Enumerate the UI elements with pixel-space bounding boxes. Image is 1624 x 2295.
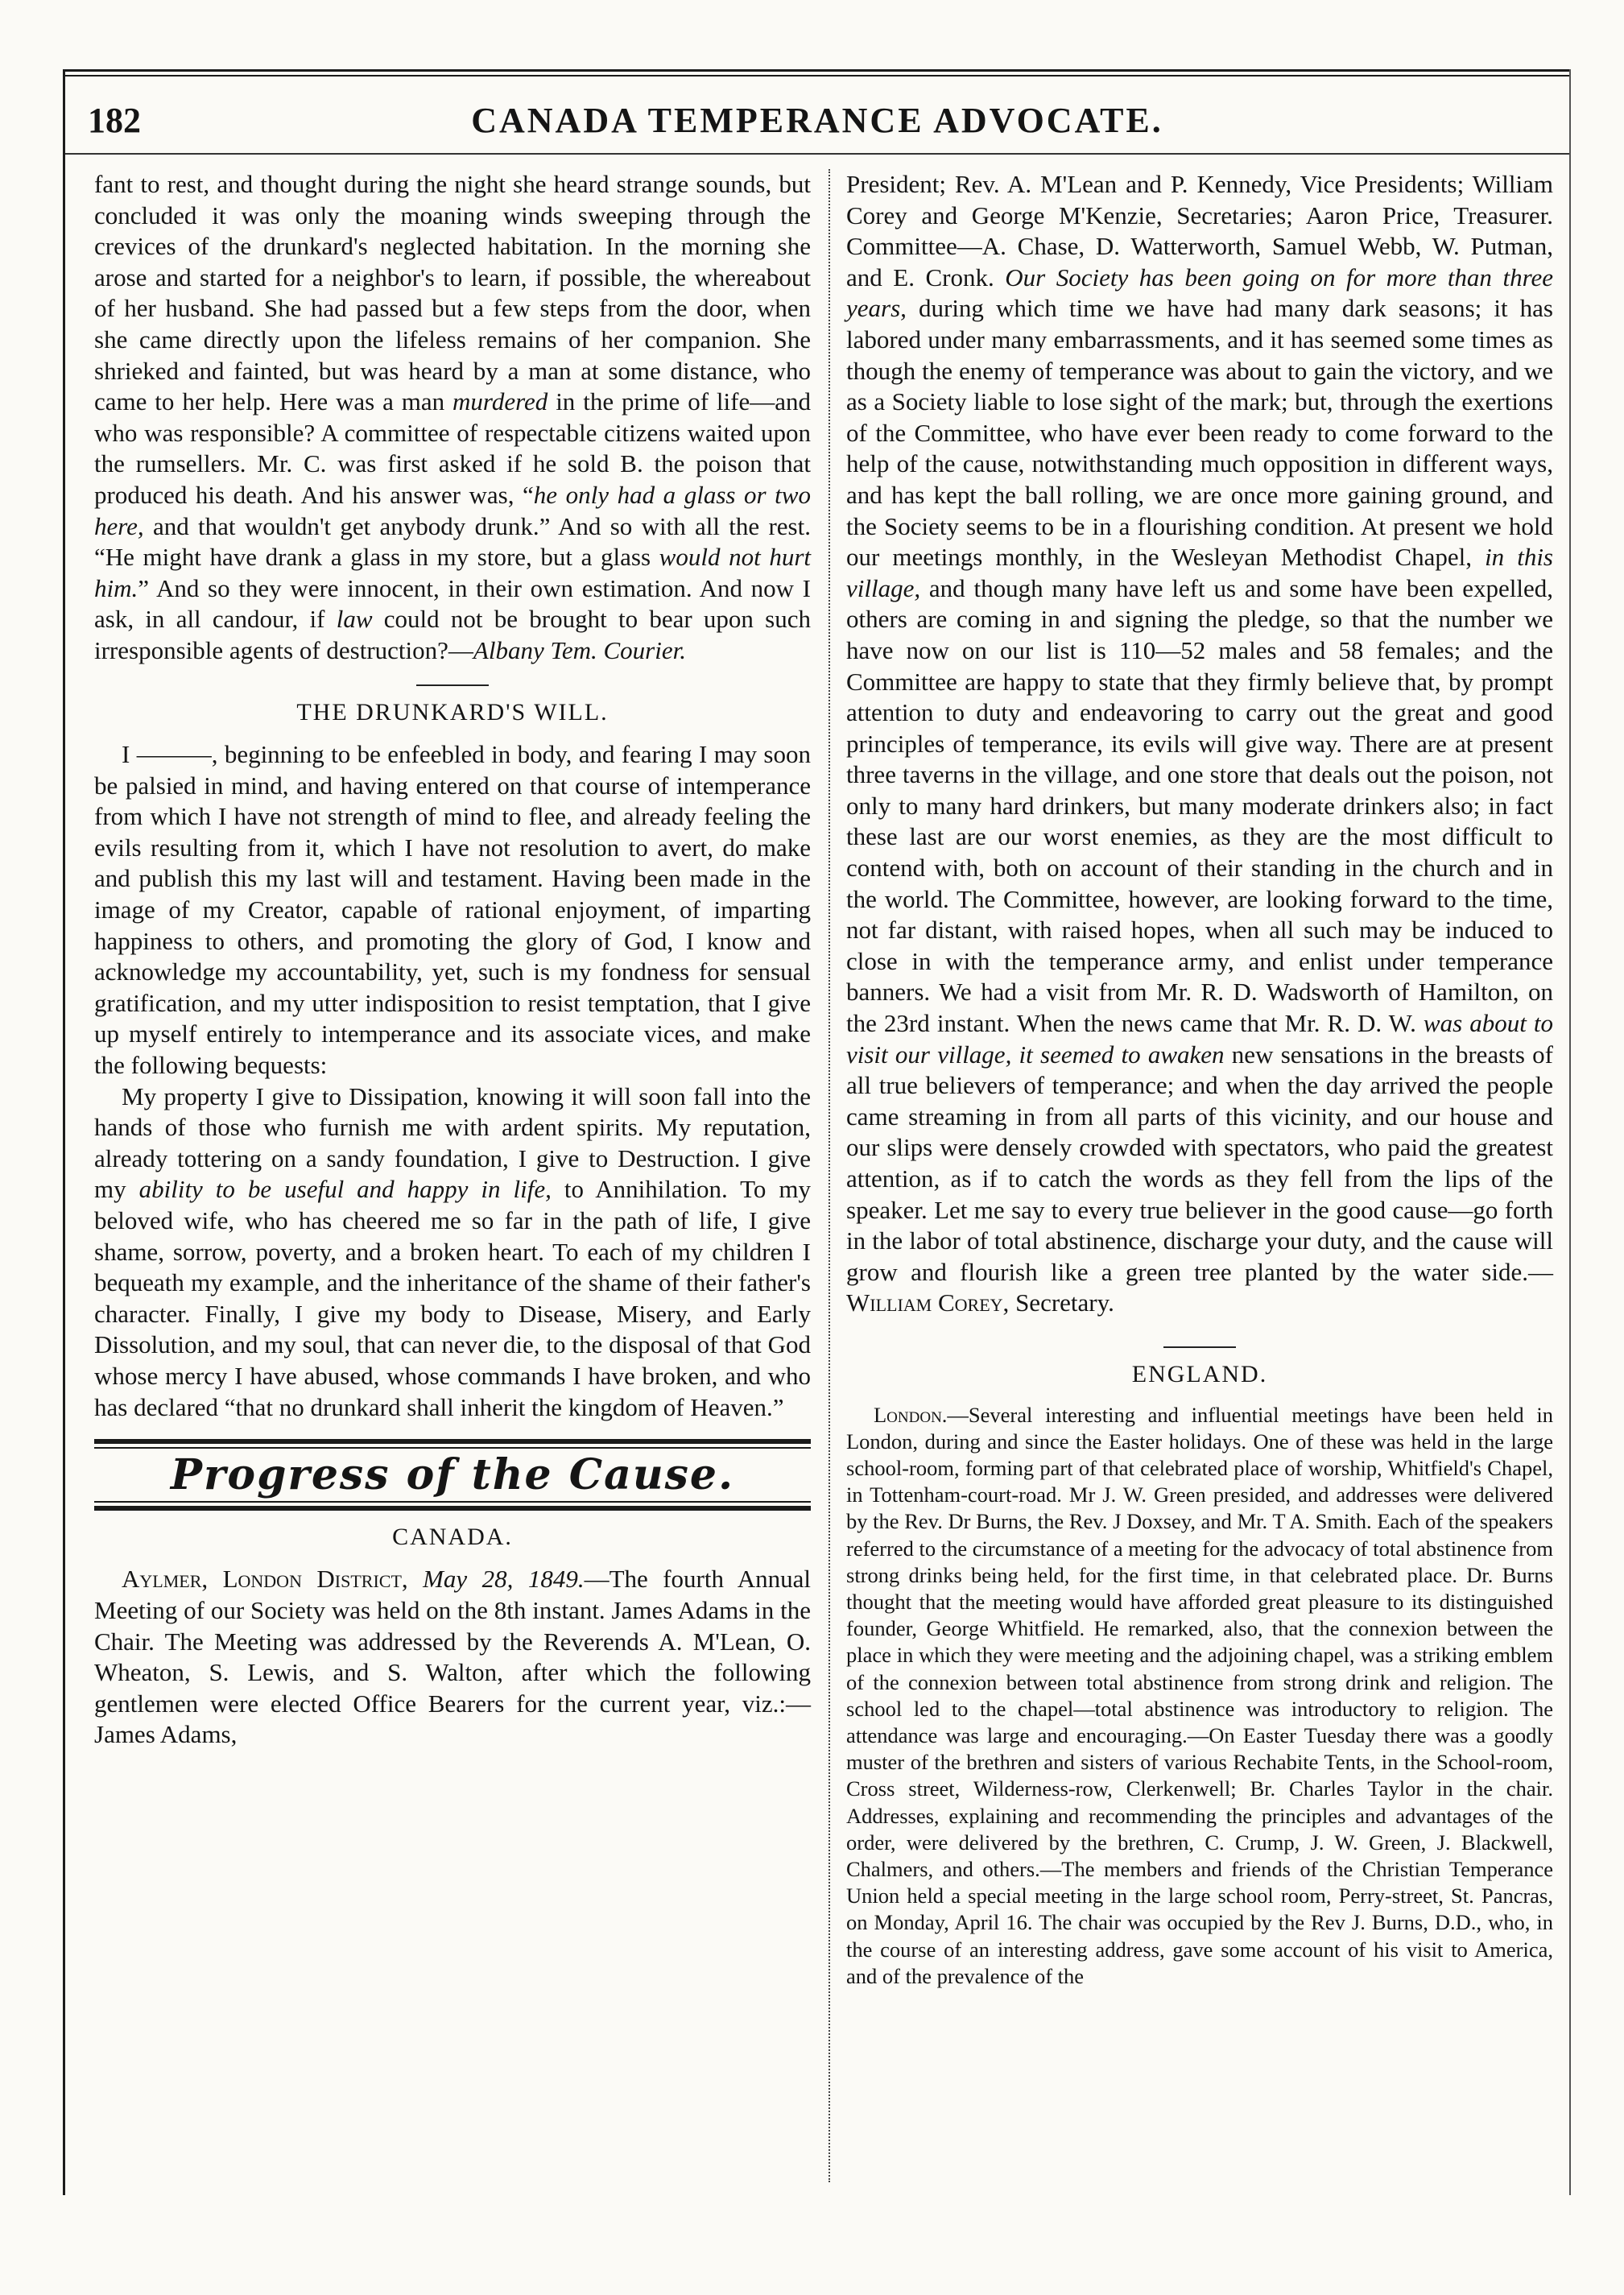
text-run: in the prime of life—and who was responsible? A committee of respectable citizens waited upon the rumsellers. Mr. C. was first asked if he sold B. the poison that produced his death. And his answer was, “: [94, 387, 811, 509]
section-divider: [416, 684, 489, 686]
text-run: during which time we have had many dark seasons; it has labored under many embarrassments, and it has seemed some times as though the enemy of temperance was about to gain the victory, and we as a Society liable to lose sight of the mark; but, through the exertions of the Committee, who have ever been ready to come forward to the help of the cause, notwithstanding much opposition in different ways, and has kept the ball rolling, we are once more gaining ground, and the Society seems to be in a flourishing condition. At present we hold our meetings monthly, in the Wesleyan Methodist Chapel,: [846, 294, 1553, 572]
dateline: Aylmer, London District,: [122, 1565, 408, 1594]
section-title: Progress of the Cause.: [170, 1450, 735, 1500]
emphasis: in this village,: [846, 543, 1554, 602]
newspaper-page: [63, 69, 1571, 2195]
section-banner: [94, 1439, 811, 1511]
england-paragraph: [846, 1402, 1553, 1990]
banner-rule: [94, 1501, 811, 1503]
report-paragraph: [94, 1564, 811, 1751]
top-rule: [65, 69, 1569, 76]
article-paragraph: [94, 169, 811, 667]
text-run: Here was a man: [279, 387, 453, 416]
emphasis: Our Society has been going on for more than three years,: [846, 263, 1553, 323]
text-run: Secretary.: [1009, 1288, 1114, 1317]
text-run: fant to rest, and thought during the night she heard strange sounds, but concluded it was only the moaning winds sweeping through the crevices of the drunkard's neglected habitation. In the morning she arose and started for a neighbor's to learn, if possible, the whereabout of her husband. She had passed but a few steps from the door, when she came directly upon the lifeless remains of her companion. She shrieked and fainted, but was heard by a man at some distance, who came to her help.: [94, 170, 811, 416]
text-run: and that wouldn't get anybody drunk.” And so with all the rest. “He might have drank a glass in my store, but a glass: [94, 511, 811, 572]
text-run: could not be brought to bear upon such irresponsible agents of destruction?—: [94, 605, 811, 664]
text-run: to Annihilation. To my beloved wife, who has cheered me so far in the path of life, I give shame, sorrow, poverty, and a broken heart. To each of my children I bequeath my example, and the inheritance of the shame of their father's character. Finally, I give my body to Disease, Misery, and Early Dissolution, and my soul, that can never die, to the disposal of that God whose mercy I have abused, whose commands I have broken, and who has declared “that no drunkard shall inherit the kingdom of Heaven.”: [94, 1175, 812, 1421]
banner-rule: [94, 1439, 811, 1444]
banner-rule: [94, 1447, 811, 1449]
emphasis: he only had a glass or two here,: [94, 480, 811, 540]
column-divider: [829, 169, 830, 2182]
text-run: new sensations in the breasts of all true believers of temperance; and when the day arrived the people came streaming in from all parts of this vicinity, and our house and our slips were densely crowded with spectators, who paid the greatest attention, as if to catch the words as they fell from the lips of the speaker. Let me say to every true believer in the good cause—go forth in the labor of total abstinence, discharge your duty, and the cause will grow and flourish like a green tree planted by the water side.—: [846, 1040, 1553, 1286]
right-column: [846, 169, 1553, 2182]
text-run: President; Rev. A. M'Lean and P. Kennedy, Vice Presidents; William Corey and George M'Kenzie, Secretaries; Aaron Price, Treasurer. Committee—A. Chase, D. Watterworth, Samuel Webb, W. Putman, and E. Cronk.: [846, 170, 1553, 292]
running-title: CANADA TEMPERANCE ADVOCATE.: [471, 101, 1163, 140]
canada-heading: CANADA.: [392, 1523, 513, 1550]
text-run: —The fourth Annual Meeting of our Society was held on the 8th instant. James Adams in the Chair. The Meeting was addressed by the Reverends A. M'Lean, O. Wheaton, S. Lewis, and S. Walton, after which the following gentlemen were elected Office Bearers for the current year, viz.:—James Adams,: [94, 1565, 811, 1749]
page-number: 182: [88, 101, 141, 140]
text-run: My property I give to Dissipation, knowing it will soon fall into the hands of those who furnish me with ardent spirits. My reputation, already tottering on a sandy foundation, I give to Destruction. I give my: [94, 1081, 811, 1204]
left-column: [94, 169, 811, 2182]
emphasis: ability to be useful and happy in life,: [138, 1175, 552, 1204]
report-paragraph: [846, 169, 1553, 1319]
text-run: and though many have left us and some have been expelled, others are coming in and signing the pledge, so that the number we have now on our list is 110—52 males and 58 females; and the Committee are happy to state that they firmly believe that, by prompt attention to duty and endeavoring to carry out the great and good principles of temperance, its evils will give way. There are at present three taverns in the village, and one store that deals out the poison, not only to many hard drinkers, but many moderate drinkers also; in fact these last are our worst enemies, as they are the most difficult to contend with, both on account of their standing in the church and in the world. The Committee, however, are looking forward to the time, not far distant, with raised hopes, when all such may be induced to close in with the temperance army, and enlist under temperance banners. We had a visit from Mr. R. D. Wadsworth of Hamilton, on the 23rd instant. When the news came that Mr. R. D. W.: [846, 573, 1553, 1038]
will-heading: THE DRUNKARD'S WILL.: [296, 698, 609, 726]
dateline: London.: [874, 1402, 948, 1427]
emphasis: was about to visit our village, it seemed to awaken: [846, 1009, 1554, 1069]
source-citation: Albany Tem. Courier.: [473, 635, 686, 664]
emphasis: law: [336, 605, 373, 634]
emphasis: would not hurt him.: [94, 543, 811, 602]
page-header: [65, 84, 1569, 151]
emphasis: murdered: [452, 387, 548, 416]
text-run: ” And so they were innocent, in their own estimation. And now I ask, in all candour, if: [94, 573, 811, 634]
banner-rule: [94, 1506, 811, 1511]
text-run: —Several interesting and influential meetings have been held in London, during and since the Easter holidays. One of these was held in the large school-room, forming part of that celebrated place of worship, Whitfield's Chapel, in Tottenham-court-road. Mr J. W. Green presided, and addresses were delivered by the Rev. Dr Burns, the Rev. J Doxsey, and Mr. T A. Smith. Each of the speakers referred to the circumstance of a meeting for the advocacy of total abstinence from strong drinks being held, for the first time, in that celebrated place. Dr. Burns thought that the meeting would have afforded great pleasure to its distinguished founder, George Whitfield. He remarked, also, that the connexion between the place in which they were meeting and the adjoining chapel, was a striking emblem of the connexion between total abstinence from strong drink and religion. The school led to the chapel—total abstinence was introductory to religion. The attendance was large and encouraging.—On Easter Tuesday there was a goodly muster of the brethren and sisters of various Rechabite Tents, in the School-room, Cross street, Wilderness-row, Clerkenwell; Br. Charles Taylor in the chair. Addresses, explaining and recommending the principles and advantages of the order, were delivered by the brethren, C. Crump, J. W. Green, J. Blackwell, Chalmers, and others.—The members and friends of the Christian Temperance Union held a special meeting in the large school room, Perry-street, St. Pancras, on Monday, April 16. The chair was occupied by the Rev J. Burns, D.D., who, in the course of an interesting address, gave some account of his visit to America, and of the prevalence of the: [846, 1402, 1553, 1988]
will-paragraph: I ———, beginning to be enfeebled in body, and fearing I may soon be palsied in mind, and having entered on that course of intemperance from which I have not strength of mind to flee, and already feeling the evils resulting from it, which I have not resolution to avert, do make and publish this my last will and testament. Having been made in the image of my Creator, capable of rational enjoyment, of imparting happiness to others, and promoting the glory of God, I know and acknowledge my accountability, yet, such is my fondness for sensual gratification, and my utter indisposition to resist temptation, that I give up myself entirely to intemperance and its associate vices, and make the following bequests:: [94, 740, 811, 1080]
signature: William Corey,: [846, 1288, 1010, 1317]
header-rule: [65, 153, 1569, 155]
england-heading: ENGLAND.: [1131, 1360, 1268, 1387]
section-divider: [1163, 1346, 1236, 1348]
will-paragraph: [94, 1081, 811, 1424]
dateline-date: May 28, 1849.: [407, 1565, 585, 1594]
